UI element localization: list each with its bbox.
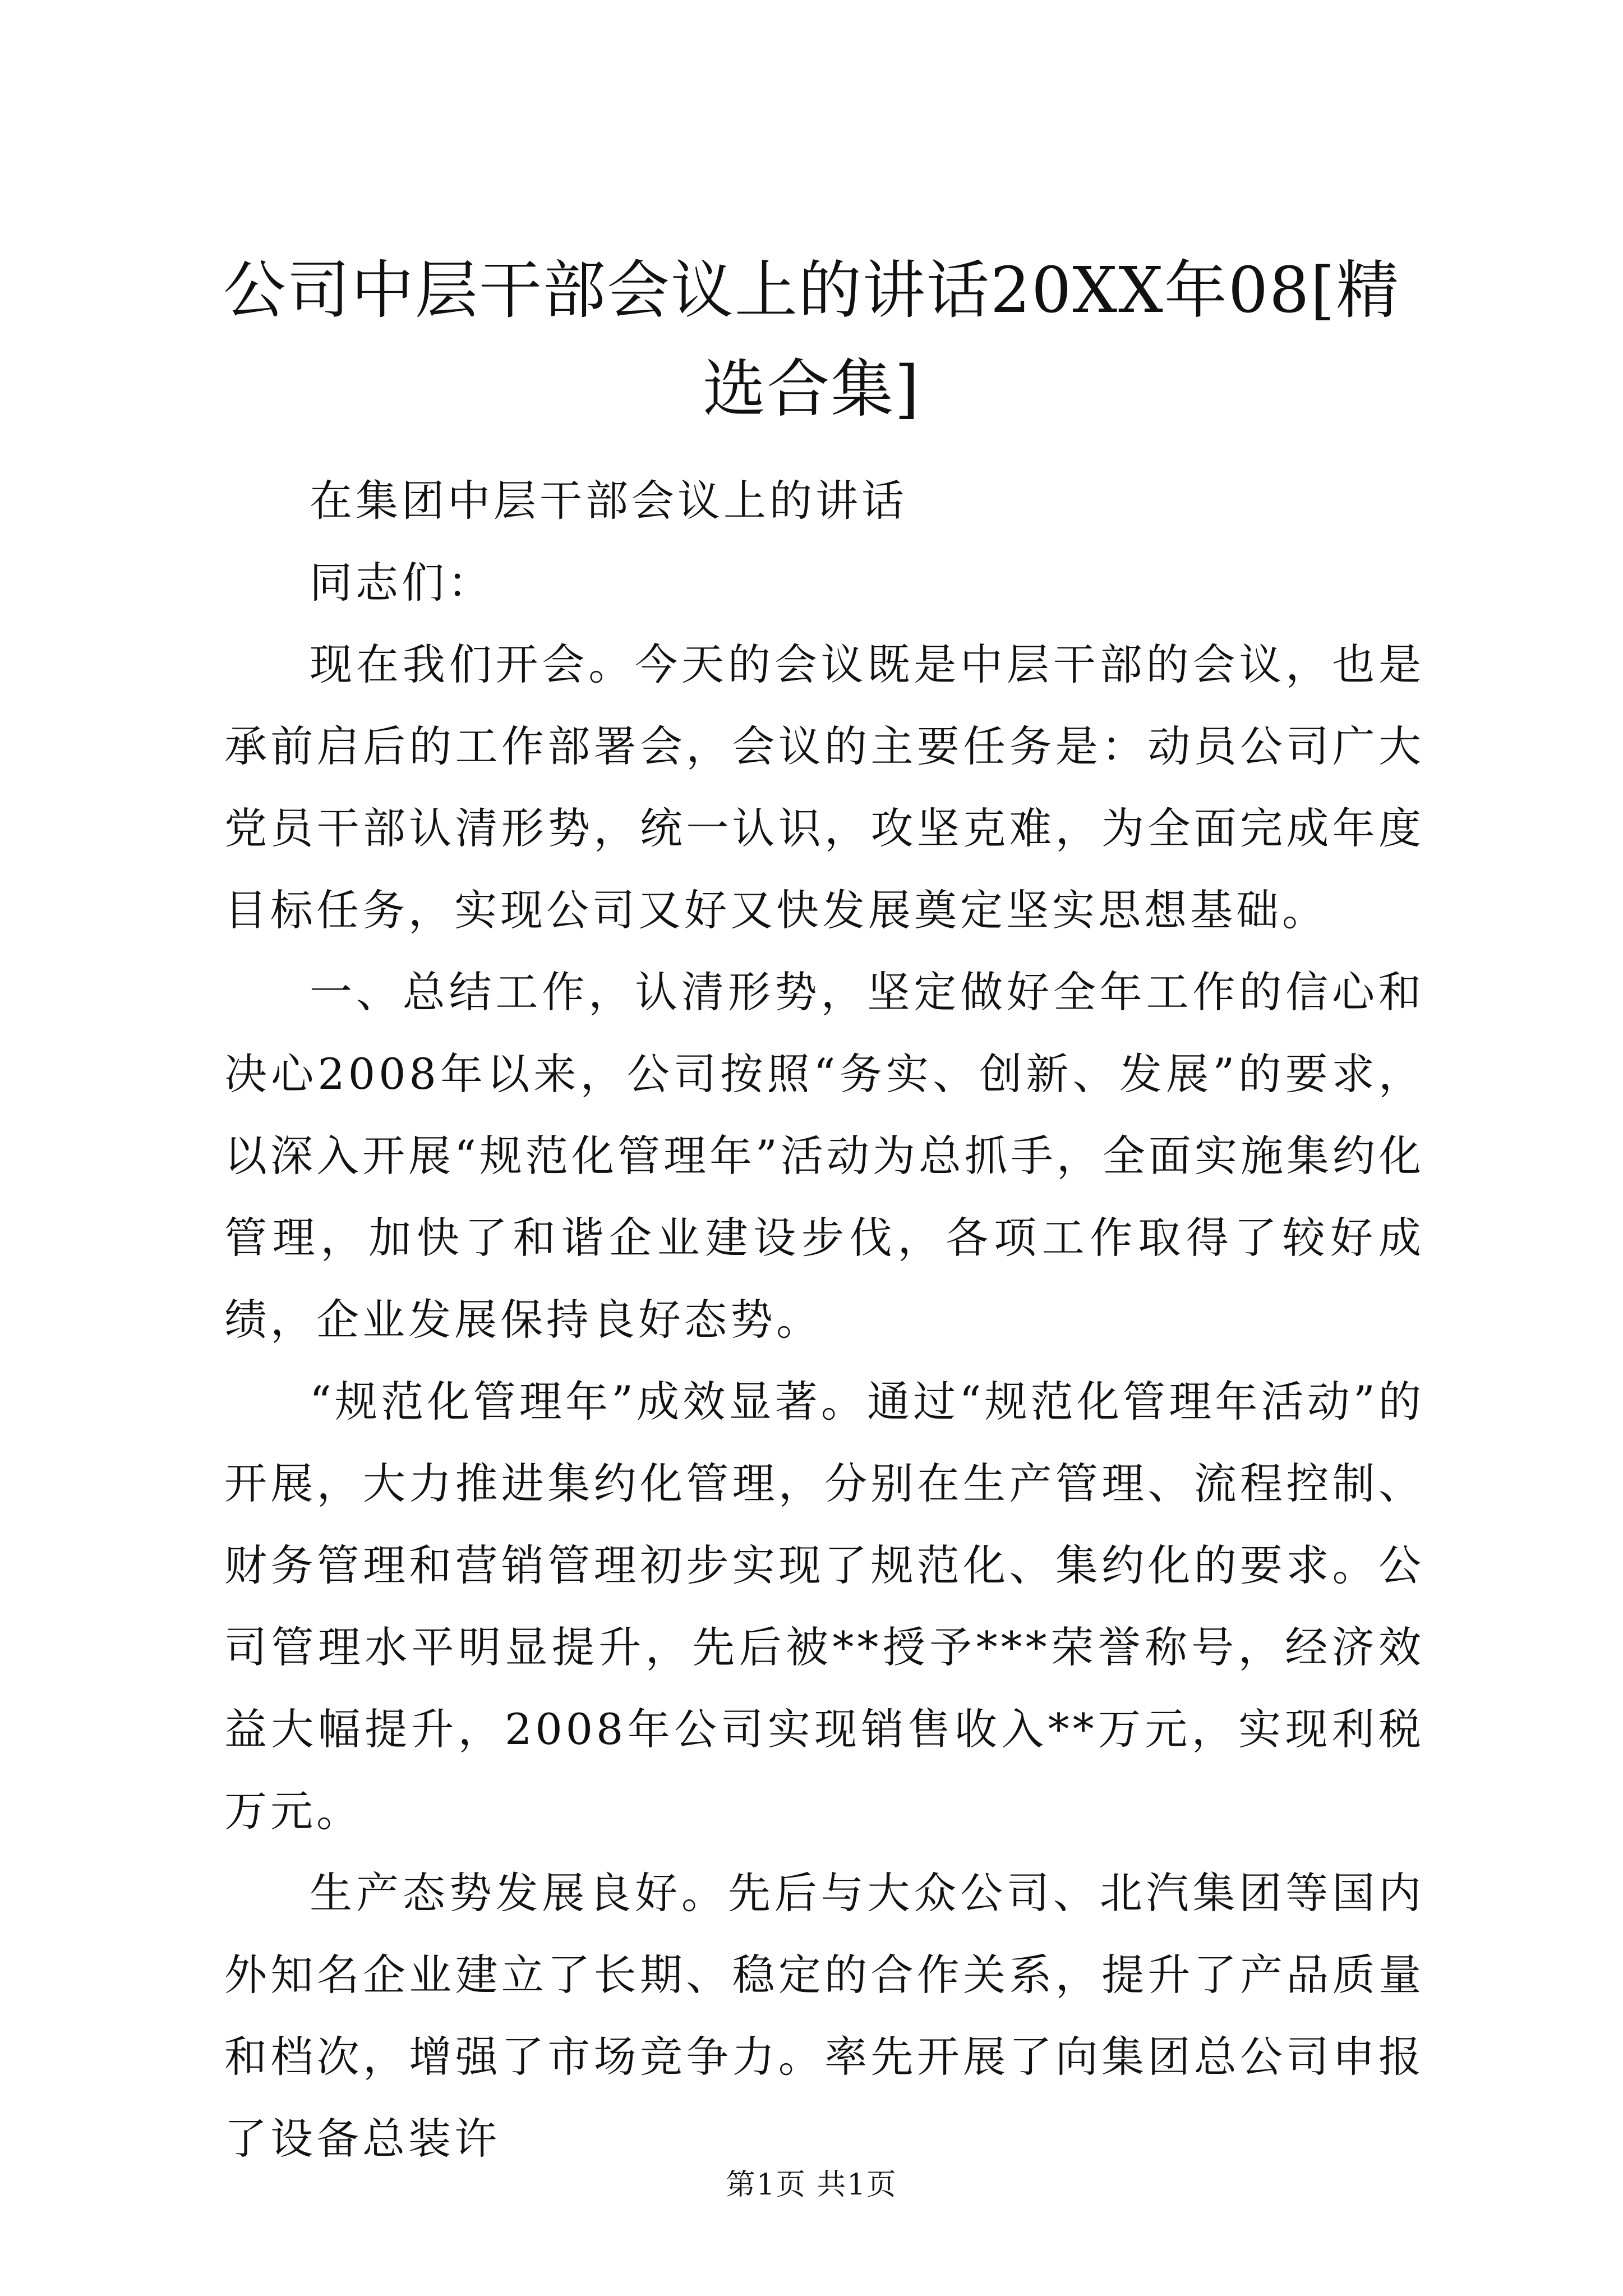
document-title: 公司中层干部会议上的讲话20XX年08[精选合集] <box>223 254 1400 426</box>
paragraph: “规范化管理年”成效显著。通过“规范化管理年活动”的开展，大力推进集约化管理，分别在生产管理、流程控制、财务管理和营销管理初步实现了规范化、集约化的要求。公司管理水平明显提升，先后被**授予***荣誉称号，经济效益大幅提升，2008年公司实现销售收入**万元，实现利税万元。 <box>224 1377 1424 1836</box>
paragraph: 生产态势发展良好。先后与大众公司、北汽集团等国内外知名企业建立了长期、稳定的合作关系，提升了产品质量和档次，增强了市场竞争力。率先开展了向集团总公司申报了设备总装许 <box>224 1868 1424 2164</box>
page-footer: 第1页 共1页 <box>726 2168 897 2202</box>
paragraph: 现在我们开会。今天的会议既是中层干部的会议，也是承前启后的工作部署会，会议的主要任务是：动员公司广大党员干部认清形势，统一认识，攻坚克难，为全面完成年度目标任务，实现公司又好又快发展奠定坚实思想基础。 <box>224 639 1424 935</box>
paragraph-salutation: 同志们： <box>310 558 494 608</box>
document-body <box>224 460 1424 2180</box>
paragraph-heading: 在集团中层干部会议上的讲话 <box>310 476 907 526</box>
paragraph: 一、总结工作，认清形势，坚定做好全年工作的信心和决心2008年以来，公司按照“务实、创新、发展”的要求，以深入开展“规范化管理年”活动为总抓手，全面实施集约化管理，加快了和谐企业建设步伐，各项工作取得了较好成绩，企业发展保持良好态势。 <box>224 967 1424 1345</box>
